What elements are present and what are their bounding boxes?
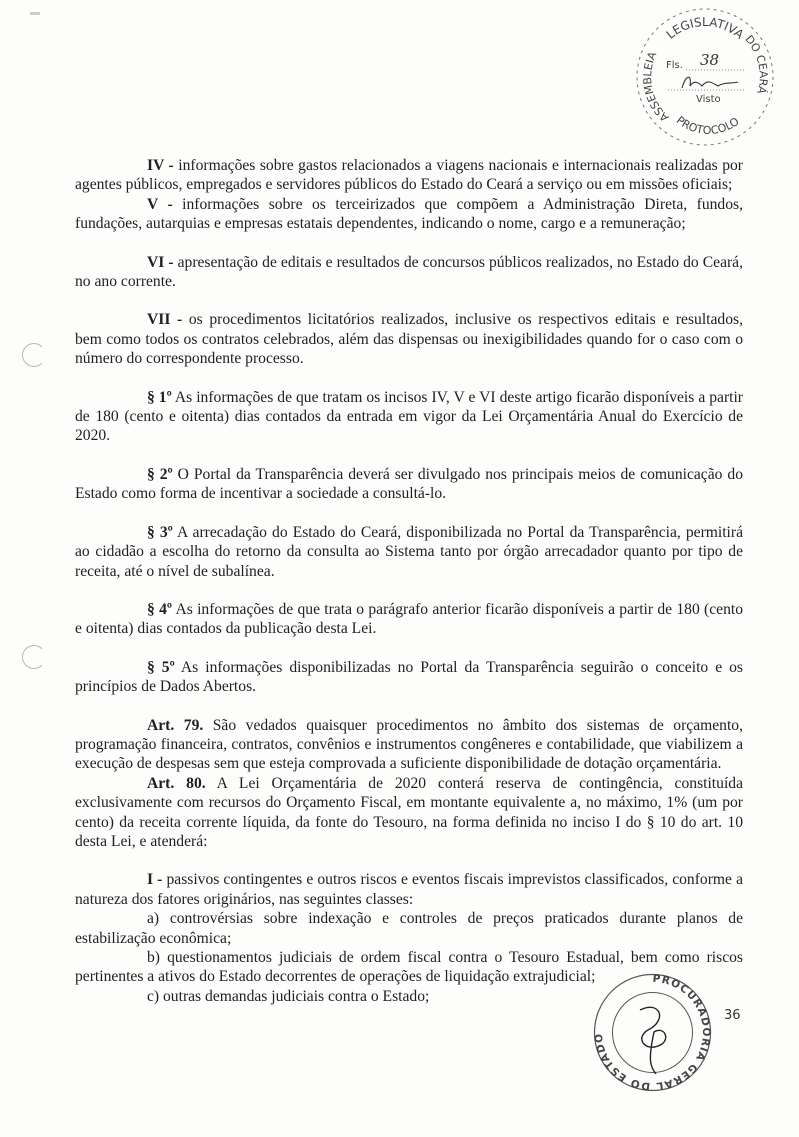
scan-mark xyxy=(30,12,40,15)
stamp-arc-bottom: PROTOCOLO xyxy=(673,113,742,138)
document-body xyxy=(75,156,743,1006)
stamp-visto-label: Visto xyxy=(696,94,721,105)
procuradoria-seal xyxy=(590,970,715,1095)
paragraph-inciso-vi: VI - apresentação de editais e resultados de concursos públicos realizados, no Estado do Ceará, no ano corrente. xyxy=(75,253,744,291)
stamp-arc-right: DO CEARÁ xyxy=(742,32,770,96)
paragraph-alinea-c: c) outras demandas judiciais contra o Estado; xyxy=(147,987,430,1005)
paragraph-par-2: § 2º O Portal da Transparência deverá ser divulgado nos principais meios de comunicação do Estado como forma de incentivar a sociedade a consultá-lo. xyxy=(75,465,743,503)
seal-signature xyxy=(640,1007,666,1074)
paragraph-art-79: Art. 79. São vedados quaisquer procedimentos no âmbito dos sistemas de orçamento, programação financeira, contratos, convênios e instrumentos congêneres e contabilidade, que viabilizem a execução de despesas sem que esteja comprovada a suficiente disponibilidade de dotação orçamentária. xyxy=(75,716,743,773)
punch-hole xyxy=(22,645,46,669)
svg-text:PROCURADORIA GERAL DO ESTADO xyxy=(593,973,712,1092)
paragraph-alinea-a: a) controvérsias sobre indexação e controles de preços praticados durante planos de estabilização econômica; xyxy=(75,910,743,947)
paragraph-par-1: § 1º As informações de que tratam os incisos IV, V e VI deste artigo ficarão disponíveis a partir de 180 (cento e oitenta) dias contados da entrada em vigor da Lei Orçamentária Anual do Exercício de 2020. xyxy=(75,388,744,445)
protocol-stamp xyxy=(630,2,780,152)
stamp-folio-number: 38 xyxy=(700,51,720,69)
paragraph-inciso-v: V - informações sobre os terceirizados que compõem a Administração Direta, fundos, fundações, autarquias e empresas estatais dependentes, indicando o nome, cargo e a remuneração; xyxy=(75,195,743,233)
stamp-arc-top: LEGISLATIVA xyxy=(663,14,747,42)
seal-ring-text: PROCURADORIA GERAL DO ESTADO xyxy=(592,972,712,1093)
stamp-arc-left: ASSEMBLEIA xyxy=(641,49,672,125)
svg-text:DO CEARÁ xyxy=(742,33,769,96)
punch-hole xyxy=(22,343,46,367)
paragraph-art-80-inciso-i: I - passivos contingentes e outros riscos e eventos fiscais imprevistos classificados, conforme a natureza dos fatores originários, nas seguintes classes: xyxy=(75,871,743,908)
paragraph-inciso-vii: VII - os procedimentos licitatórios realizados, inclusive os respectivos editais e resultados, bem como todos os contratos celebrados, além das dispensas ou inexigibilidades quando for o caso com o número do correspondente processo. xyxy=(75,311,743,368)
paragraph-alinea-b: b) questionamentos judiciais de ordem fiscal contra o Tesouro Estadual, bem como riscos pertinentes a ativos do Estado decorrentes de operações de liquidação extrajudicial; xyxy=(75,949,743,986)
paragraph-par-5: § 5º As informações disponibilizadas no Portal da Transparência seguirão o conceito e os princípios de Dados Abertos. xyxy=(75,658,743,696)
paragraph-par-4: § 4º As informações de que trata o parágrafo anterior ficarão disponíveis a partir de 180 (cento e oitenta) dias contados da publicação desta Lei. xyxy=(75,600,744,638)
visto-signature xyxy=(682,77,738,88)
svg-text:LEGISLATIVA xyxy=(664,15,747,42)
paragraph-par-3: § 3º A arrecadação do Estado do Ceará, disponibilizada no Portal da Transparência, permitirá ao cidadão a escolha do retorno da consulta ao Sistema tanto por órgão arrecadador quanto por tipo de receita, até o nível de subalínea. xyxy=(75,523,744,580)
page-number: 36 xyxy=(724,1008,741,1023)
paragraph-art-80: Art. 80. A Lei Orçamentária de 2020 conterá reserva de contingência, constituída exclusivamente com recursos do Orçamento Fiscal, em montante equivalente a, no máximo, 1% (um por cento) da receita corrente líquida, da fonte do Tesouro, na forma definida no inciso I do § 10 do art. 10 desta Lei, e atenderá: xyxy=(75,774,743,850)
stamp-fls-label: Fls. xyxy=(666,60,683,71)
svg-text:PROTOCOLO xyxy=(674,114,742,137)
paragraph-inciso-iv: IV - informações sobre gastos relacionados a viagens nacionais e internacionais realizadas por agentes públicos, empregados e servidores públicos do Estado do Ceará a serviço ou em missões oficiais; xyxy=(75,157,743,194)
